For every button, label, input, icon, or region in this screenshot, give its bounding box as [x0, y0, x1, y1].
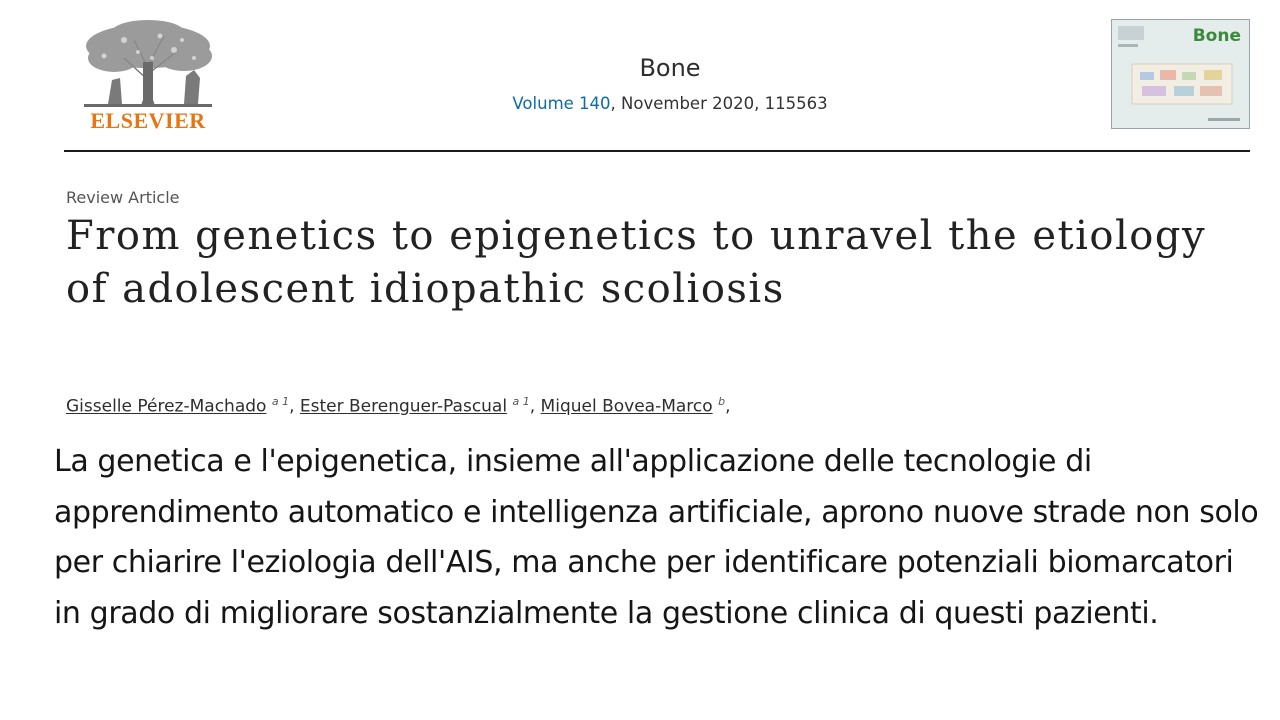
cover-journal-title: Bone — [1192, 26, 1241, 46]
article-title: From genetics to epigenetics to unravel the etiology of adolescent idiopathic scoliosis — [66, 213, 1207, 312]
journal-cover-thumbnail[interactable] — [1111, 19, 1250, 129]
author-separator: , — [289, 396, 300, 417]
author-link[interactable]: Ester Berenguer-Pascual — [299, 396, 508, 417]
author-separator: , — [529, 396, 541, 417]
author-affiliation[interactable]: b — [718, 395, 726, 408]
author-separator: , — [725, 396, 731, 417]
issue-details: , November 2020, 115563 — [610, 94, 828, 113]
author-affiliation[interactable]: a 1 — [512, 395, 530, 408]
publisher-wordmark: ELSEVIER — [90, 108, 206, 133]
journal-title[interactable]: Bone — [639, 54, 701, 82]
author-list — [66, 395, 730, 417]
journal-issue-info — [0, 94, 1280, 113]
header-divider — [64, 150, 1250, 152]
slide-caption: La genetica e l'epigenetica, insieme all'applicazione delle tecnologie di apprendimento automatico e intelligenza artificiale, aprono nuove strade non solo per chiarire l'eziologia dell'AIS, ma anche per identificare potenziali biomarcatori in grado di migliorare sostanzialmente la gestione clinica di questi pazienti. — [54, 444, 1259, 631]
author-link[interactable]: Gisselle Pérez-Machado — [66, 396, 267, 417]
article-type: Review Article — [66, 188, 180, 207]
author-link[interactable]: Miquel Bovea-Marco — [540, 396, 713, 417]
author-affiliation[interactable]: a 1 — [271, 395, 290, 408]
volume-link[interactable]: Volume 140 — [512, 94, 611, 113]
